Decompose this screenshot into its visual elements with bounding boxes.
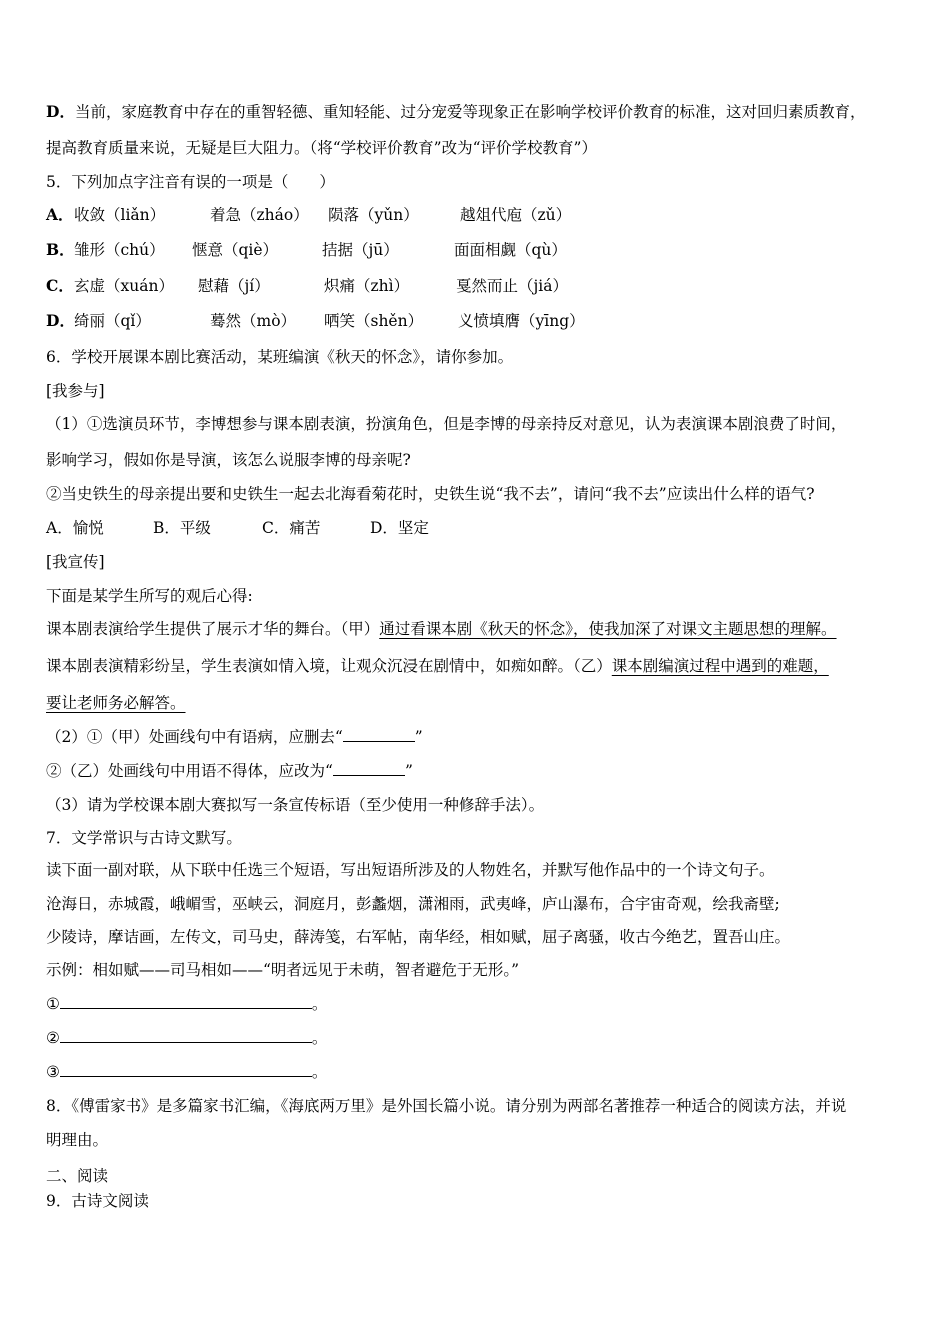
text: ” <box>414 728 423 746</box>
option-item: 着急（zháo） <box>210 206 309 224</box>
q9-stem: 9．古诗文阅读 <box>46 1192 149 1210</box>
text: ②（乙）处画线句中用语不得体，应改为“ <box>46 762 333 780</box>
option-item: 雏形（chú） <box>74 241 165 259</box>
option-label: C． <box>46 276 74 295</box>
q8-line1: 8．《傅雷家书》是多篇家书汇编，《海底两万里》是外国长篇小说。请分别为两部名著推荐一种适合的阅读方法，并说 <box>46 1097 847 1115</box>
reflection-intro: 下面是某学生所写的观后心得: <box>46 587 253 605</box>
underlined-sentence-jia: 通过看课本剧《秋天的怀念》，使我加深了对课文主题思想的理解。 <box>379 620 837 638</box>
answer-line-1 <box>46 994 327 1014</box>
option-item: 义愤填膺（yīng） <box>458 312 585 330</box>
option-item: 炽痛（zhì） <box>324 277 410 295</box>
q4-option-d-line2: 提高教育质量来说，无疑是巨大阻力。（将“学校评价教育”改为“评价学校教育”） <box>46 139 597 157</box>
text: 课本剧表演精彩纷呈，学生表演如情入境，让观众沉浸在剧情中，如痴如醉。（乙） <box>46 657 612 675</box>
option-label: D． <box>46 311 75 330</box>
marker: ③ <box>46 1063 60 1081</box>
couplet-line1: 沧海日，赤城霞，峨嵋雪，巫峡云，洞庭月，彭蠡烟，潇湘雨，武夷峰，庐山瀑布，合宇宙奇观，绘我斋壁; <box>46 895 780 913</box>
q7-stem: 7．文学常识与古诗文默写。 <box>46 829 242 847</box>
text: ” <box>404 762 413 780</box>
option-item: 拮据（jū） <box>322 241 399 259</box>
marker: ② <box>46 1029 60 1047</box>
choice[interactable]: A．愉悦 <box>46 519 104 537</box>
option-label: D． <box>46 102 75 121</box>
choice[interactable]: D．坚定 <box>370 519 429 537</box>
q6-part1-sub2: ②当史铁生的母亲提出要和史铁生一起去北海看菊花时，史铁生说“我不去”，请问“我不去”应读出什么样的语气? <box>46 485 815 503</box>
option-label: A． <box>46 205 74 224</box>
q6-part2-sub2 <box>46 761 413 781</box>
option-item: 面面相觑（qù） <box>454 241 567 259</box>
q6-part3: （3）请为学校课本剧大赛拟写一条宣传标语（至少使用一种修辞手法）。 <box>46 796 545 814</box>
option-item: 蓦然（mò） <box>210 312 297 330</box>
option-item: 戛然而止（jiá） <box>456 277 569 295</box>
q5-stem: 5．下列加点字注音有误的一项是（ ） <box>46 173 335 191</box>
answer-blank[interactable] <box>333 761 405 776</box>
option-label: B． <box>46 240 75 259</box>
option-item: 收敛（liǎn） <box>74 206 166 224</box>
option-item: 陨落（yǔn） <box>328 206 419 224</box>
option-item: 绮丽（qǐ） <box>74 312 151 330</box>
reflection-line1 <box>46 619 837 639</box>
option-item: 哂笑（shěn） <box>324 312 424 330</box>
q6-part2-sub1 <box>46 727 423 747</box>
reflection-line3: 要让老师务必解答。 <box>46 694 186 712</box>
answer-line-2 <box>46 1028 327 1048</box>
section-reading: 二、阅读 <box>46 1167 109 1185</box>
option-item: 慰藉（jí） <box>198 277 270 295</box>
choice[interactable]: C．痛苦 <box>262 519 321 537</box>
reflection-line2 <box>46 656 829 676</box>
text: 。 <box>311 995 328 1013</box>
q6-part1-line2: 影响学习，假如你是导演，该怎么说服李博的母亲呢? <box>46 451 411 469</box>
q8-line2: 明理由。 <box>46 1131 109 1149</box>
answer-blank[interactable] <box>60 1028 312 1043</box>
text: 。 <box>311 1029 328 1047</box>
marker: ① <box>46 995 60 1013</box>
text: 当前，家庭教育中存在的重智轻德、重知轻能、过分宠爱等现象正在影响学校评价教育的标准，这对回归素质教育， <box>74 103 866 121</box>
q6-part1-line1: （1）①选演员环节，李博想参与课本剧表演，扮演角色，但是李博的母亲持反对意见，认为表演课本剧浪费了时间， <box>46 415 847 433</box>
answer-blank[interactable] <box>343 727 415 742</box>
text: （2）①（甲）处画线句中有语病，应删去“ <box>46 728 343 746</box>
q6-stem: 6．学校开展课本剧比赛活动，某班编演《秋天的怀念》，请你参加。 <box>46 348 514 366</box>
option-item: 玄虚（xuán） <box>74 277 174 295</box>
text: 。 <box>311 1063 328 1081</box>
q7-example: 示例：相如赋——司马相如——“明者远见于未萌，智者避危于无形。” <box>46 961 520 979</box>
section-participate: [我参与] <box>46 382 105 400</box>
answer-line-3 <box>46 1062 327 1082</box>
q4-option-d-line1 <box>46 102 865 122</box>
answer-blank[interactable] <box>60 1062 312 1077</box>
option-item: 越俎代庖（zǔ） <box>460 206 572 224</box>
text: 课本剧表演给学生提供了展示才华的舞台。（甲） <box>46 620 380 638</box>
answer-blank[interactable] <box>60 994 312 1009</box>
option-item: 惬意（qiè） <box>192 241 279 259</box>
section-promote: [我宣传] <box>46 553 105 571</box>
underlined-sentence-yi: 课本剧编演过程中遇到的难题， <box>611 657 829 675</box>
couplet-line2: 少陵诗，摩诘画，左传文，司马史，薛涛笺，右军帖，南华经，相如赋，屈子离骚，收古今绝艺，置吾山庄。 <box>46 928 791 946</box>
q7-instructions: 读下面一副对联，从下联中任选三个短语，写出短语所涉及的人物姓名，并默写他作品中的一个诗文句子。 <box>46 861 775 879</box>
choice[interactable]: B．平级 <box>153 519 211 537</box>
